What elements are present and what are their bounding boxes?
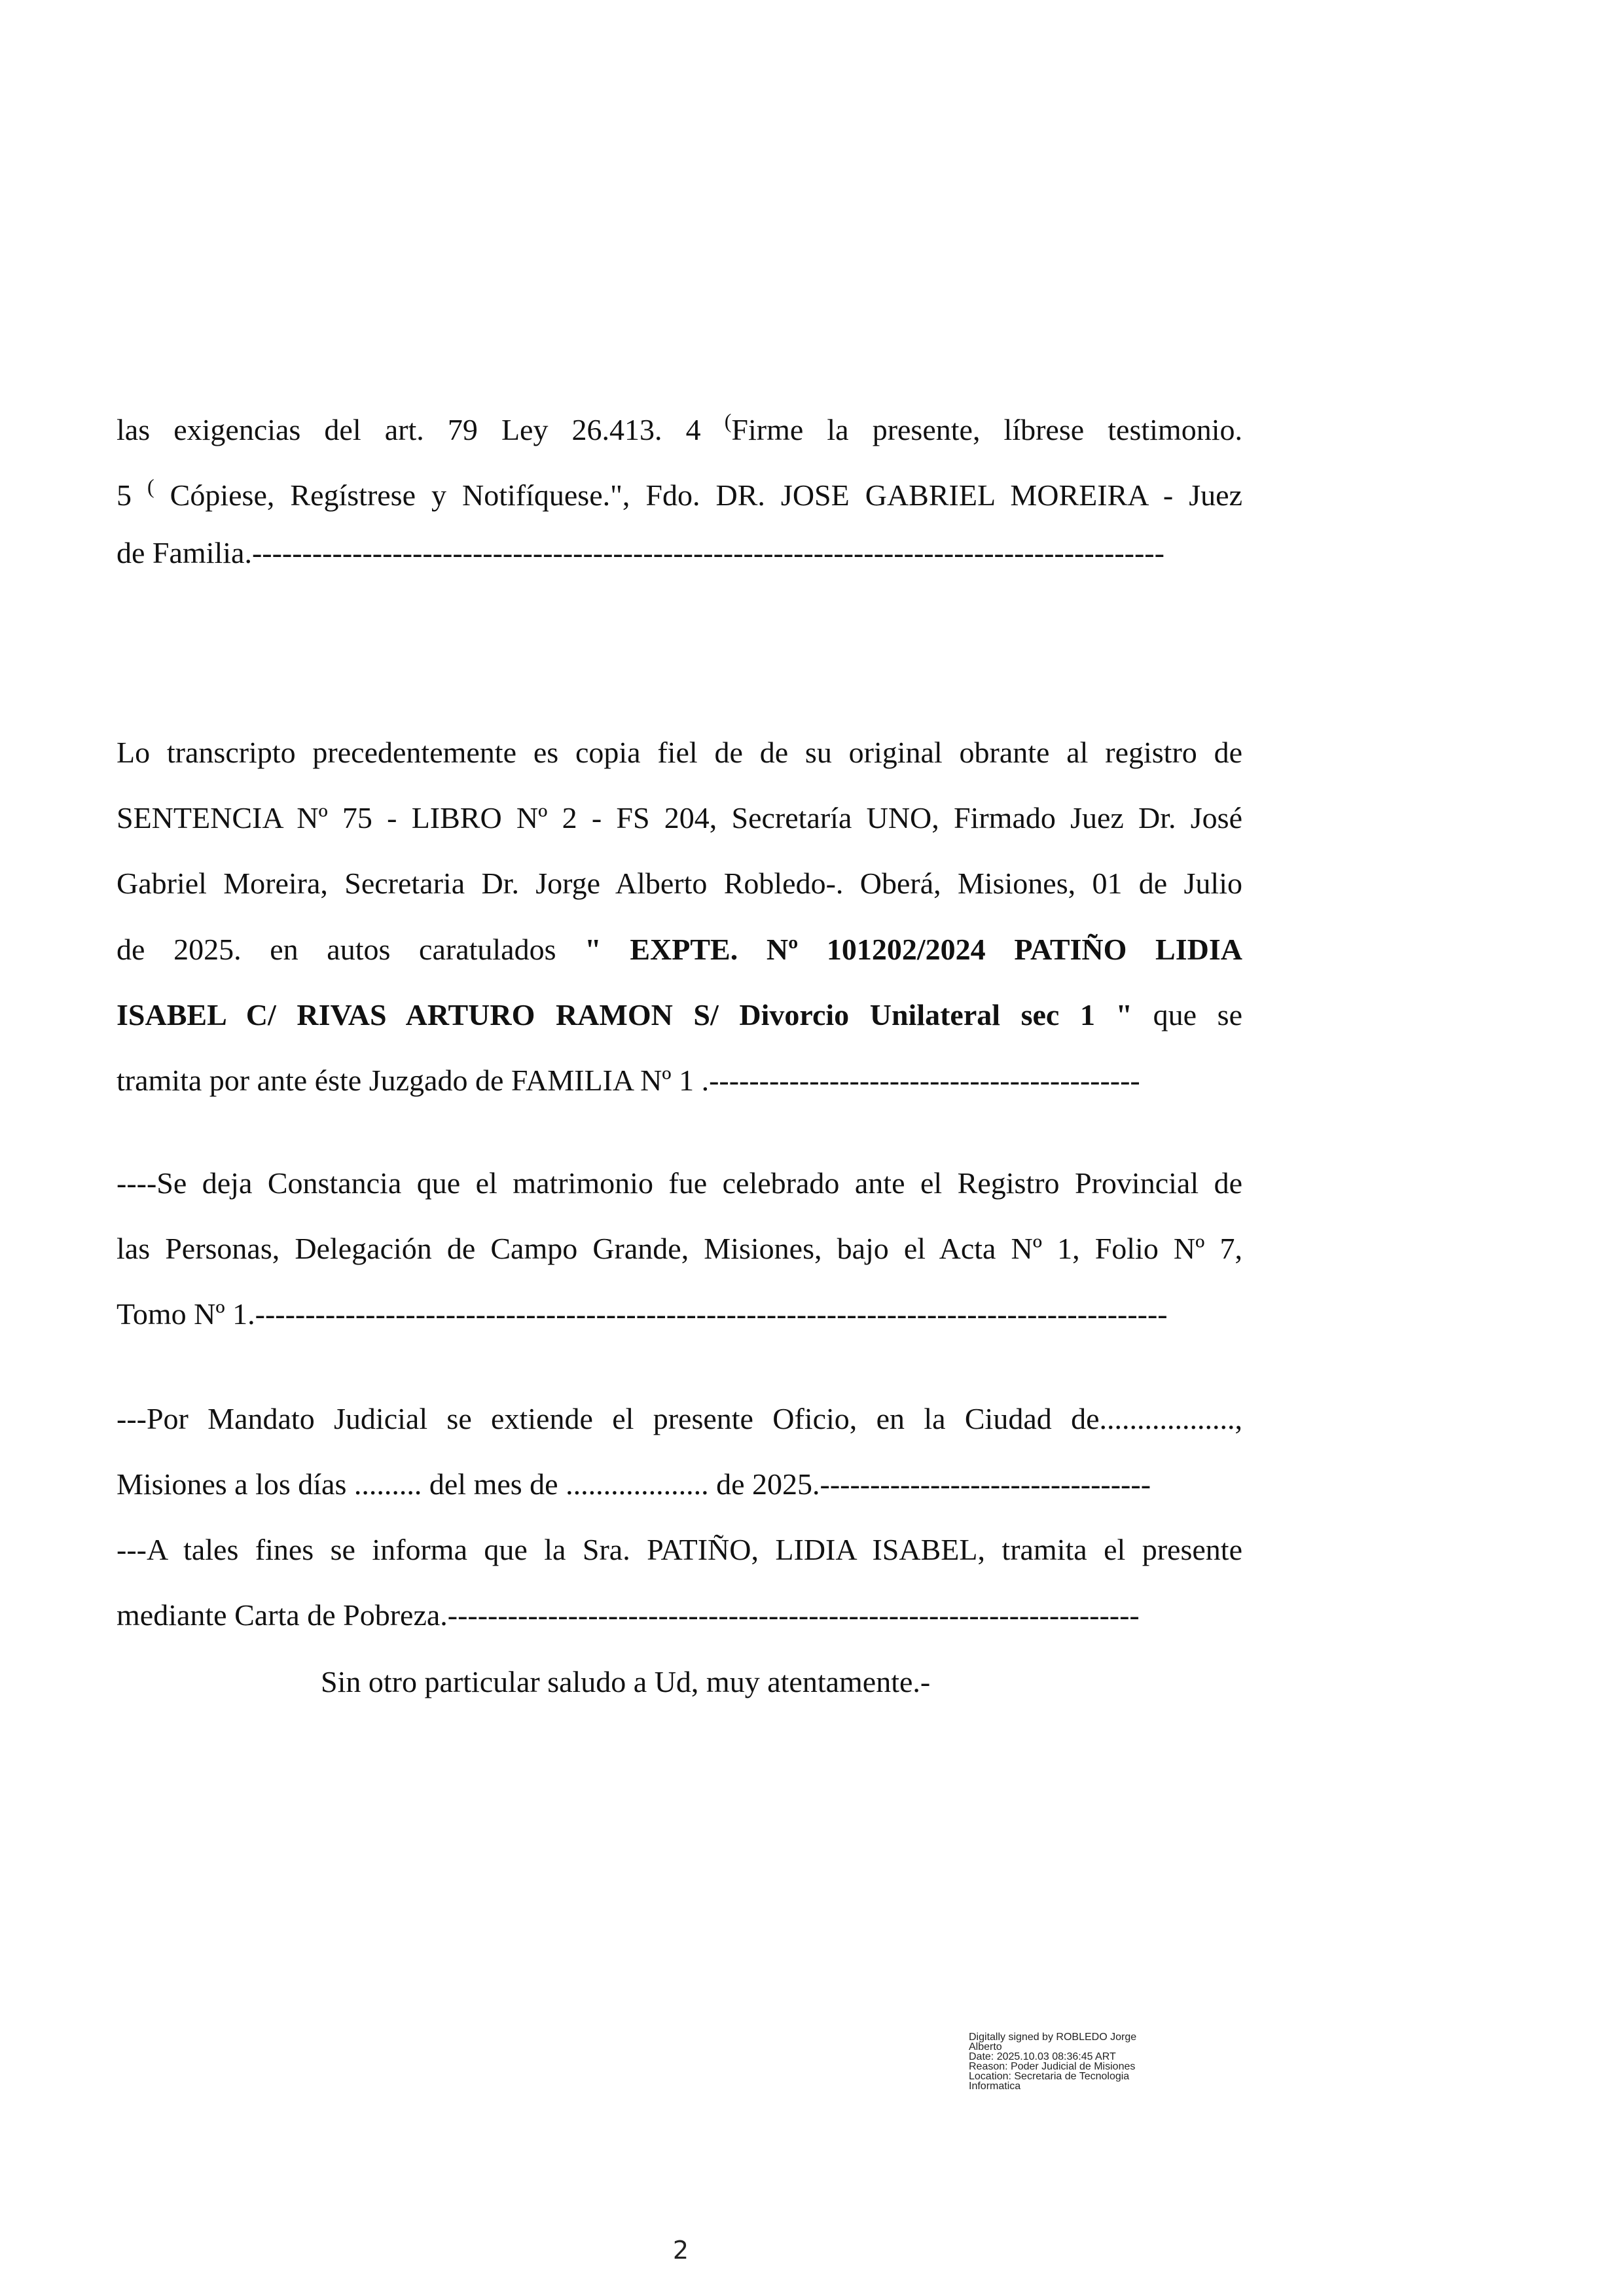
paragraph4-line4: mediante Carta de Pobreza.--------------------------------------------------------------------- bbox=[117, 1598, 1140, 1632]
paragraph2-line4: de 2025. en autos caratulados " EXPTE. Nº 101202/2024 PATIÑO LIDIA bbox=[117, 933, 1242, 966]
paragraph2-line5: ISABEL C/ RIVAS ARTURO RAMON S/ Divorcio Unilateral sec 1 " que se bbox=[117, 998, 1242, 1031]
paragraph1-line1: las exigencias del art. 79 Ley 26.413. 4 (Firme la presente, líbrese testimonio. bbox=[117, 409, 1242, 446]
digital-signature-stamp: Digitally signed by ROBLEDO Jorge Alberto Date: 2025.10.03 08:36:45 ART Reason: Poder Judicial de Misiones Location: Secretaria de Tecnologia Informatica bbox=[969, 2032, 1137, 2092]
paragraph2-line1: Lo transcripto precedentemente es copia fiel de de su original obrante al registro de bbox=[117, 736, 1242, 769]
case-title: " EXPTE. Nº 101202/2024 PATIÑO LIDIA bbox=[585, 933, 1242, 966]
paragraph2-line6: tramita por ante éste Juzgado de FAMILIA Nº 1 .------------------------------------------- bbox=[117, 1064, 1140, 1097]
paragraph4-line3: ---A tales fines se informa que la Sra. PATIÑO, LIDIA ISABEL, tramita el presente bbox=[117, 1533, 1242, 1566]
paragraph1-line2: 5 ( Cópiese, Regístrese y Notifíquese.", Fdo. DR. JOSE GABRIEL MOREIRA - Juez bbox=[117, 475, 1242, 512]
case-title-cont: ISABEL C/ RIVAS ARTURO RAMON S/ Divorcio Unilateral sec 1 " bbox=[117, 998, 1133, 1031]
paragraph3-line1: ----Se deja Constancia que el matrimonio fue celebrado ante el Registro Provincial de bbox=[117, 1166, 1242, 1200]
paragraph2-line3: Gabriel Moreira, Secretaria Dr. Jorge Alberto Robledo-. Oberá, Misiones, 01 de Julio bbox=[117, 867, 1242, 900]
closing-salutation: Sin otro particular saludo a Ud, muy atentamente.- bbox=[321, 1665, 931, 1698]
paragraph2-line2: SENTENCIA Nº 75 - LIBRO Nº 2 - FS 204, Secretaría UNO, Firmado Juez Dr. José bbox=[117, 801, 1242, 834]
page-number: 2 bbox=[672, 2236, 689, 2265]
paragraph4-line1: ---Por Mandato Judicial se extiende el presente Oficio, en la Ciudad de.................., bbox=[117, 1402, 1242, 1435]
paragraph1-line3: de Familia.------------------------------------------------------------------------------------------- bbox=[117, 536, 1164, 569]
paragraph4-line2: Misiones a los días ......... del mes de ................... de 2025.--------------------------------- bbox=[117, 1467, 1151, 1501]
paragraph3-line2: las Personas, Delegación de Campo Grande, Misiones, bajo el Acta Nº 1, Folio Nº 7, bbox=[117, 1232, 1242, 1265]
paragraph3-line3: Tomo Nº 1.------------------------------------------------------------------------------------------- bbox=[117, 1297, 1168, 1331]
